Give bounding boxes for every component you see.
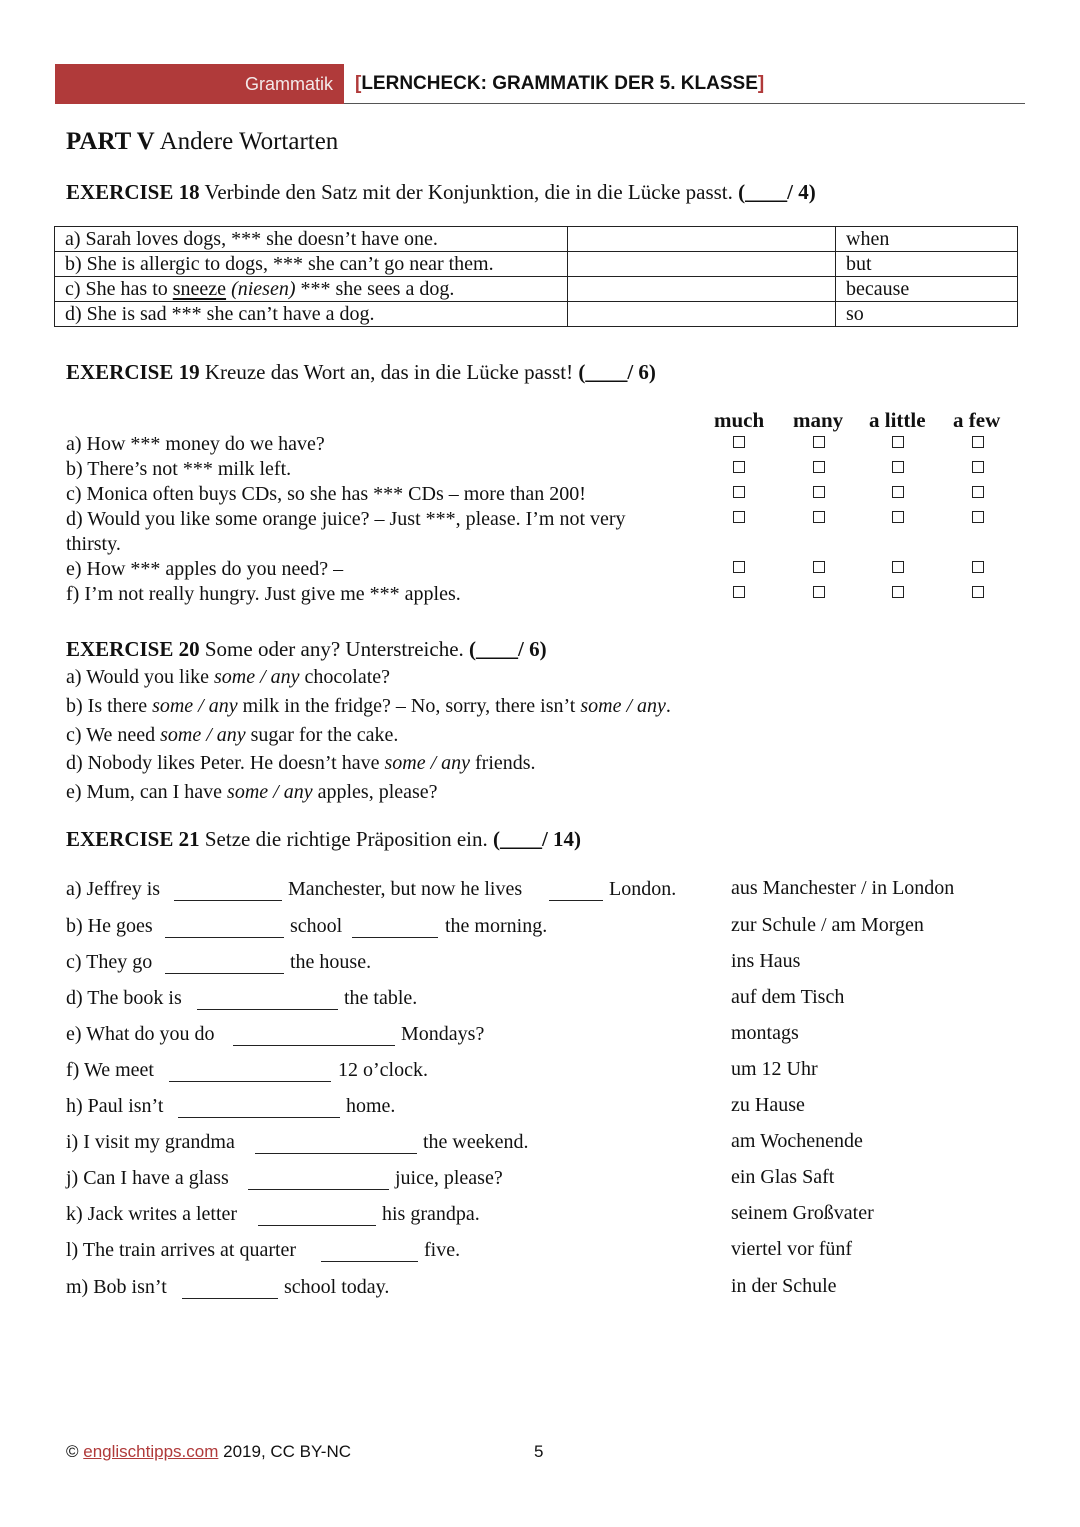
ex21-blank[interactable]: [169, 1081, 331, 1082]
ex21-blank[interactable]: [248, 1189, 389, 1190]
ex21-row-c-text1: c) They go: [66, 951, 153, 973]
ex21-blank[interactable]: [233, 1045, 395, 1046]
ex18-heading: [66, 180, 816, 205]
ex19-label: EXERCISE 19: [66, 360, 200, 384]
part-label: PART V: [66, 128, 155, 155]
checkbox-a-many[interactable]: [813, 436, 825, 448]
ex18-conjunction: so: [836, 302, 1018, 327]
ex21-row-a-text1: a) Jeffrey is: [66, 878, 161, 900]
ex21-row-b-text1: b) He goes: [66, 915, 153, 937]
ex20-text: .: [665, 695, 671, 717]
ex21-hint: zu Hause: [731, 1094, 805, 1116]
ex21-blank[interactable]: [174, 900, 282, 901]
page-number: 5: [534, 1442, 544, 1461]
checkbox-f-a-few[interactable]: [972, 586, 984, 598]
ex18-match-cell[interactable]: [568, 227, 836, 252]
ex21-row-k-text1: k) Jack writes a letter: [66, 1203, 238, 1225]
ex21-blank[interactable]: [352, 937, 438, 938]
ex21-row-b-text3: the morning.: [445, 915, 548, 937]
ex20-choice[interactable]: some / any: [152, 695, 238, 717]
ex19-column-much: much: [714, 408, 765, 432]
ex21-hint: zur Schule / am Morgen: [731, 914, 924, 936]
ex21-hint: am Wochenende: [731, 1130, 863, 1152]
ex21-row-b-text2: school: [290, 915, 343, 937]
ex19-item-d-cont: thirsty.: [66, 533, 121, 555]
ex21-row-m-text1: m) Bob isn’t: [66, 1276, 167, 1298]
checkbox-f-a-little[interactable]: [892, 586, 904, 598]
ex18-table: [54, 226, 1018, 327]
checkbox-d-much[interactable]: [733, 511, 745, 523]
ex20-text: sugar for the cake.: [245, 724, 399, 746]
ex21-blank[interactable]: [258, 1225, 376, 1226]
footer-copyright: [66, 1442, 351, 1462]
ex21-row-d-text2: the table.: [344, 987, 418, 1009]
ex18-sentence-part: c) She has to: [65, 278, 173, 300]
checkbox-e-a-few[interactable]: [972, 561, 984, 573]
ex21-row-k-text2: his grandpa.: [382, 1203, 480, 1225]
ex19-column-a-few: a few: [953, 408, 1001, 432]
ex20-choice[interactable]: some / any: [214, 666, 300, 688]
ex21-hint: seinem Großvater: [731, 1202, 874, 1224]
ex21-hint: in der Schule: [731, 1275, 837, 1297]
ex20-score: (____/ 6): [469, 637, 547, 661]
ex20-heading: [66, 637, 547, 662]
ex18-conjunction: because: [836, 277, 1018, 302]
checkbox-e-many[interactable]: [813, 561, 825, 573]
checkbox-d-a-little[interactable]: [892, 511, 904, 523]
ex20-text: c) We need: [66, 724, 161, 746]
checkbox-b-many[interactable]: [813, 461, 825, 473]
ex21-row-j-text1: j) Can I have a glass: [66, 1167, 229, 1189]
ex21-blank[interactable]: [197, 1009, 338, 1010]
ex20-item-e: [66, 780, 438, 805]
checkbox-c-a-little[interactable]: [892, 486, 904, 498]
checkbox-b-a-little[interactable]: [892, 461, 904, 473]
checkbox-a-much[interactable]: [733, 436, 745, 448]
ex21-row-d-text1: d) The book is: [66, 987, 182, 1009]
ex21-blank[interactable]: [165, 937, 284, 938]
ex20-item-d: [66, 751, 536, 776]
checkbox-f-many[interactable]: [813, 586, 825, 598]
ex21-blank[interactable]: [255, 1153, 417, 1154]
ex21-row-e-text2: Mondays?: [401, 1023, 485, 1045]
ex18-sentence-part: *** she sees a dog.: [295, 278, 455, 300]
ex19-column-a-little: a little: [869, 408, 926, 432]
ex21-row-h-text1: h) Paul isn’t: [66, 1095, 164, 1117]
checkbox-c-many[interactable]: [813, 486, 825, 498]
ex21-heading: [66, 827, 581, 852]
checkbox-a-a-few[interactable]: [972, 436, 984, 448]
ex21-row-j-text2: juice, please?: [395, 1167, 503, 1189]
ex18-match-cell[interactable]: [568, 277, 836, 302]
ex21-blank[interactable]: [165, 973, 284, 974]
header-title-text: LERNCHECK: GRAMMATIK DER 5. KLASSE: [361, 73, 758, 94]
ex21-row-f-text2: 12 o’clock.: [338, 1059, 428, 1081]
ex20-text: e) Mum, can I have: [66, 781, 228, 803]
footer-link[interactable]: englischtipps.com: [83, 1442, 219, 1461]
ex18-instruction: Verbinde den Satz mit der Konjunktion, die in die Lücke passt.: [204, 180, 733, 204]
ex19-heading: [66, 360, 656, 385]
ex19-item-b: b) There’s not *** milk left.: [66, 458, 292, 480]
ex18-conjunction: but: [836, 252, 1018, 277]
ex21-hint: ins Haus: [731, 950, 801, 972]
table-row: [55, 302, 1018, 327]
ex18-vocab-gloss: (niesen): [231, 278, 296, 300]
ex20-item-c: [66, 723, 398, 748]
ex21-score: (____/ 14): [492, 827, 582, 851]
ex21-row-h-text2: home.: [346, 1095, 396, 1117]
ex19-item-e: e) How *** apples do you need? –: [66, 558, 344, 580]
ex21-row-e-text1: e) What do you do: [66, 1023, 215, 1045]
checkbox-e-much[interactable]: [733, 561, 745, 573]
ex19-item-d: d) Would you like some orange juice? – Just ***, please. I’m not very: [66, 508, 626, 530]
footer-license: 2019, CC BY-NC: [223, 1442, 351, 1461]
ex21-row-a-text3: London.: [609, 878, 677, 900]
header-rule: [344, 103, 1025, 104]
ex19-item-f: f) I’m not really hungry. Just give me *** apples.: [66, 583, 461, 605]
ex18-sentence: d) She is sad *** she can’t have a dog.: [55, 302, 568, 327]
ex21-blank[interactable]: [321, 1261, 418, 1262]
checkbox-b-much[interactable]: [733, 461, 745, 473]
ex18-sentence: [55, 277, 568, 302]
ex21-row-c-text2: the house.: [290, 951, 372, 973]
ex18-label: EXERCISE 18: [66, 180, 200, 204]
ex21-label: EXERCISE 21: [66, 827, 200, 851]
ex21-row-m-text2: school today.: [284, 1276, 390, 1298]
ex21-instruction: Setze die richtige Präposition ein.: [204, 827, 488, 851]
checkbox-d-many[interactable]: [813, 511, 825, 523]
part-title: Andere Wortarten: [159, 128, 339, 155]
ex20-choice[interactable]: some / any: [384, 752, 471, 774]
ex18-vocab-word: sneeze: [172, 278, 227, 300]
checkbox-f-much[interactable]: [733, 586, 745, 598]
header-bracket-close: ]: [757, 73, 765, 94]
ex21-row-i-text2: the weekend.: [423, 1131, 529, 1153]
ex20-text: d) Nobody likes Peter. He doesn’t have: [66, 752, 385, 774]
ex21-row-i-text1: i) I visit my grandma: [66, 1131, 235, 1153]
checkbox-c-a-few[interactable]: [972, 486, 984, 498]
ex21-hint: aus Manchester / in London: [731, 877, 955, 899]
part-heading: [66, 128, 338, 156]
header-section-label: Grammatik: [245, 74, 334, 94]
checkbox-e-a-little[interactable]: [892, 561, 904, 573]
ex20-choice[interactable]: some / any: [160, 724, 246, 746]
ex19-score: (____/ 6): [578, 360, 656, 384]
ex20-item-b: [66, 694, 671, 719]
ex18-score: (____/ 4): [738, 180, 816, 204]
ex18-match-cell[interactable]: [568, 302, 836, 327]
ex20-choice[interactable]: some / any: [227, 781, 313, 803]
ex21-hint: um 12 Uhr: [731, 1058, 818, 1080]
ex20-item-a: [66, 665, 390, 690]
ex20-text: a) Would you like: [66, 666, 214, 688]
ex21-blank[interactable]: [549, 900, 603, 901]
ex21-row-l-text2: five.: [424, 1239, 461, 1261]
ex21-blank[interactable]: [178, 1117, 340, 1118]
header-bracket-open: [: [355, 73, 362, 94]
table-row: [55, 227, 1018, 252]
ex19-instruction: Kreuze das Wort an, das in die Lücke passt!: [204, 360, 574, 384]
ex21-row-f-text1: f) We meet: [66, 1059, 154, 1081]
ex20-text: apples, please?: [312, 781, 438, 803]
ex18-sentence: a) Sarah loves dogs, *** she doesn’t have one.: [55, 227, 568, 252]
ex18-sentence: b) She is allergic to dogs, *** she can’t go near them.: [55, 252, 568, 277]
ex20-text: friends.: [470, 752, 536, 774]
table-row: [55, 252, 1018, 277]
ex21-hint: montags: [731, 1022, 799, 1044]
ex18-conjunction: when: [836, 227, 1018, 252]
checkbox-c-much[interactable]: [733, 486, 745, 498]
ex20-text: b) Is there: [66, 695, 153, 717]
ex18-match-cell[interactable]: [568, 252, 836, 277]
ex21-blank[interactable]: [182, 1298, 278, 1299]
ex21-row-a-text2: Manchester, but now he lives: [288, 878, 523, 900]
ex21-row-l-text1: l) The train arrives at quarter: [66, 1239, 297, 1261]
ex19-item-a: a) How *** money do we have?: [66, 433, 325, 455]
ex20-choice[interactable]: some / any: [580, 695, 666, 717]
checkbox-b-a-few[interactable]: [972, 461, 984, 473]
ex21-hint: auf dem Tisch: [731, 986, 845, 1008]
ex20-instruction: Some oder any? Unterstreiche.: [204, 637, 464, 661]
ex21-hint: ein Glas Saft: [731, 1166, 835, 1188]
table-row: [55, 277, 1018, 302]
ex20-label: EXERCISE 20: [66, 637, 200, 661]
ex20-text: milk in the fridge? – No, sorry, there isn’t: [237, 695, 581, 717]
ex21-hint: viertel vor fünf: [731, 1238, 853, 1260]
checkbox-a-a-little[interactable]: [892, 436, 904, 448]
header-title: [355, 73, 764, 95]
ex19-column-many: many: [793, 408, 844, 432]
checkbox-d-a-few[interactable]: [972, 511, 984, 523]
ex20-text: chocolate?: [299, 666, 391, 688]
copyright-symbol: ©: [66, 1442, 79, 1461]
ex19-item-c: c) Monica often buys CDs, so she has *** CDs – more than 200!: [66, 483, 586, 505]
